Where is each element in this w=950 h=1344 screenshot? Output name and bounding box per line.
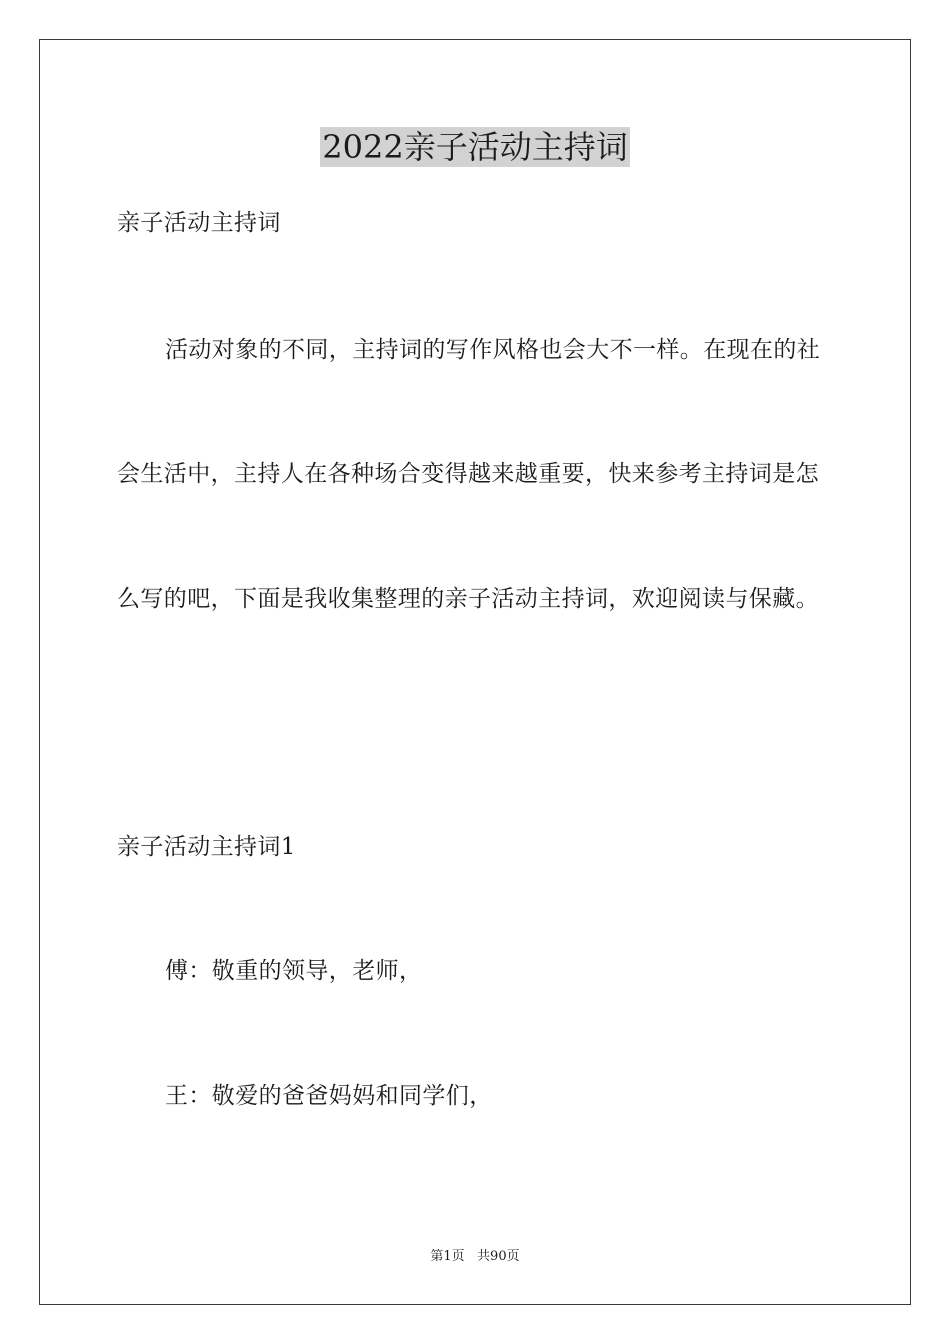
dialogue-line-2: 王：敬爱的爸爸妈妈和同学们， bbox=[165, 1083, 493, 1109]
page-number-footer: 第1页 共90页 bbox=[430, 1249, 520, 1264]
intro-paragraph-line-2: 会生活中，主持人在各种场合变得越来越重要，快来参考主持词是怎 bbox=[117, 461, 819, 487]
section-heading: 亲子活动主持词1 bbox=[117, 834, 296, 860]
intro-paragraph-line-3: 么写的吧，下面是我收集整理的亲子活动主持词，欢迎阅读与保藏。 bbox=[117, 586, 819, 612]
dialogue-line-1: 傅：敬重的领导，老师， bbox=[165, 958, 423, 984]
document-subtitle: 亲子活动主持词 bbox=[117, 210, 281, 236]
document-title: 2022亲子活动主持词 bbox=[322, 128, 628, 166]
intro-paragraph-line-1: 活动对象的不同，主持词的写作风格也会大不一样。在现在的社 bbox=[165, 337, 821, 363]
title-container bbox=[0, 127, 950, 167]
